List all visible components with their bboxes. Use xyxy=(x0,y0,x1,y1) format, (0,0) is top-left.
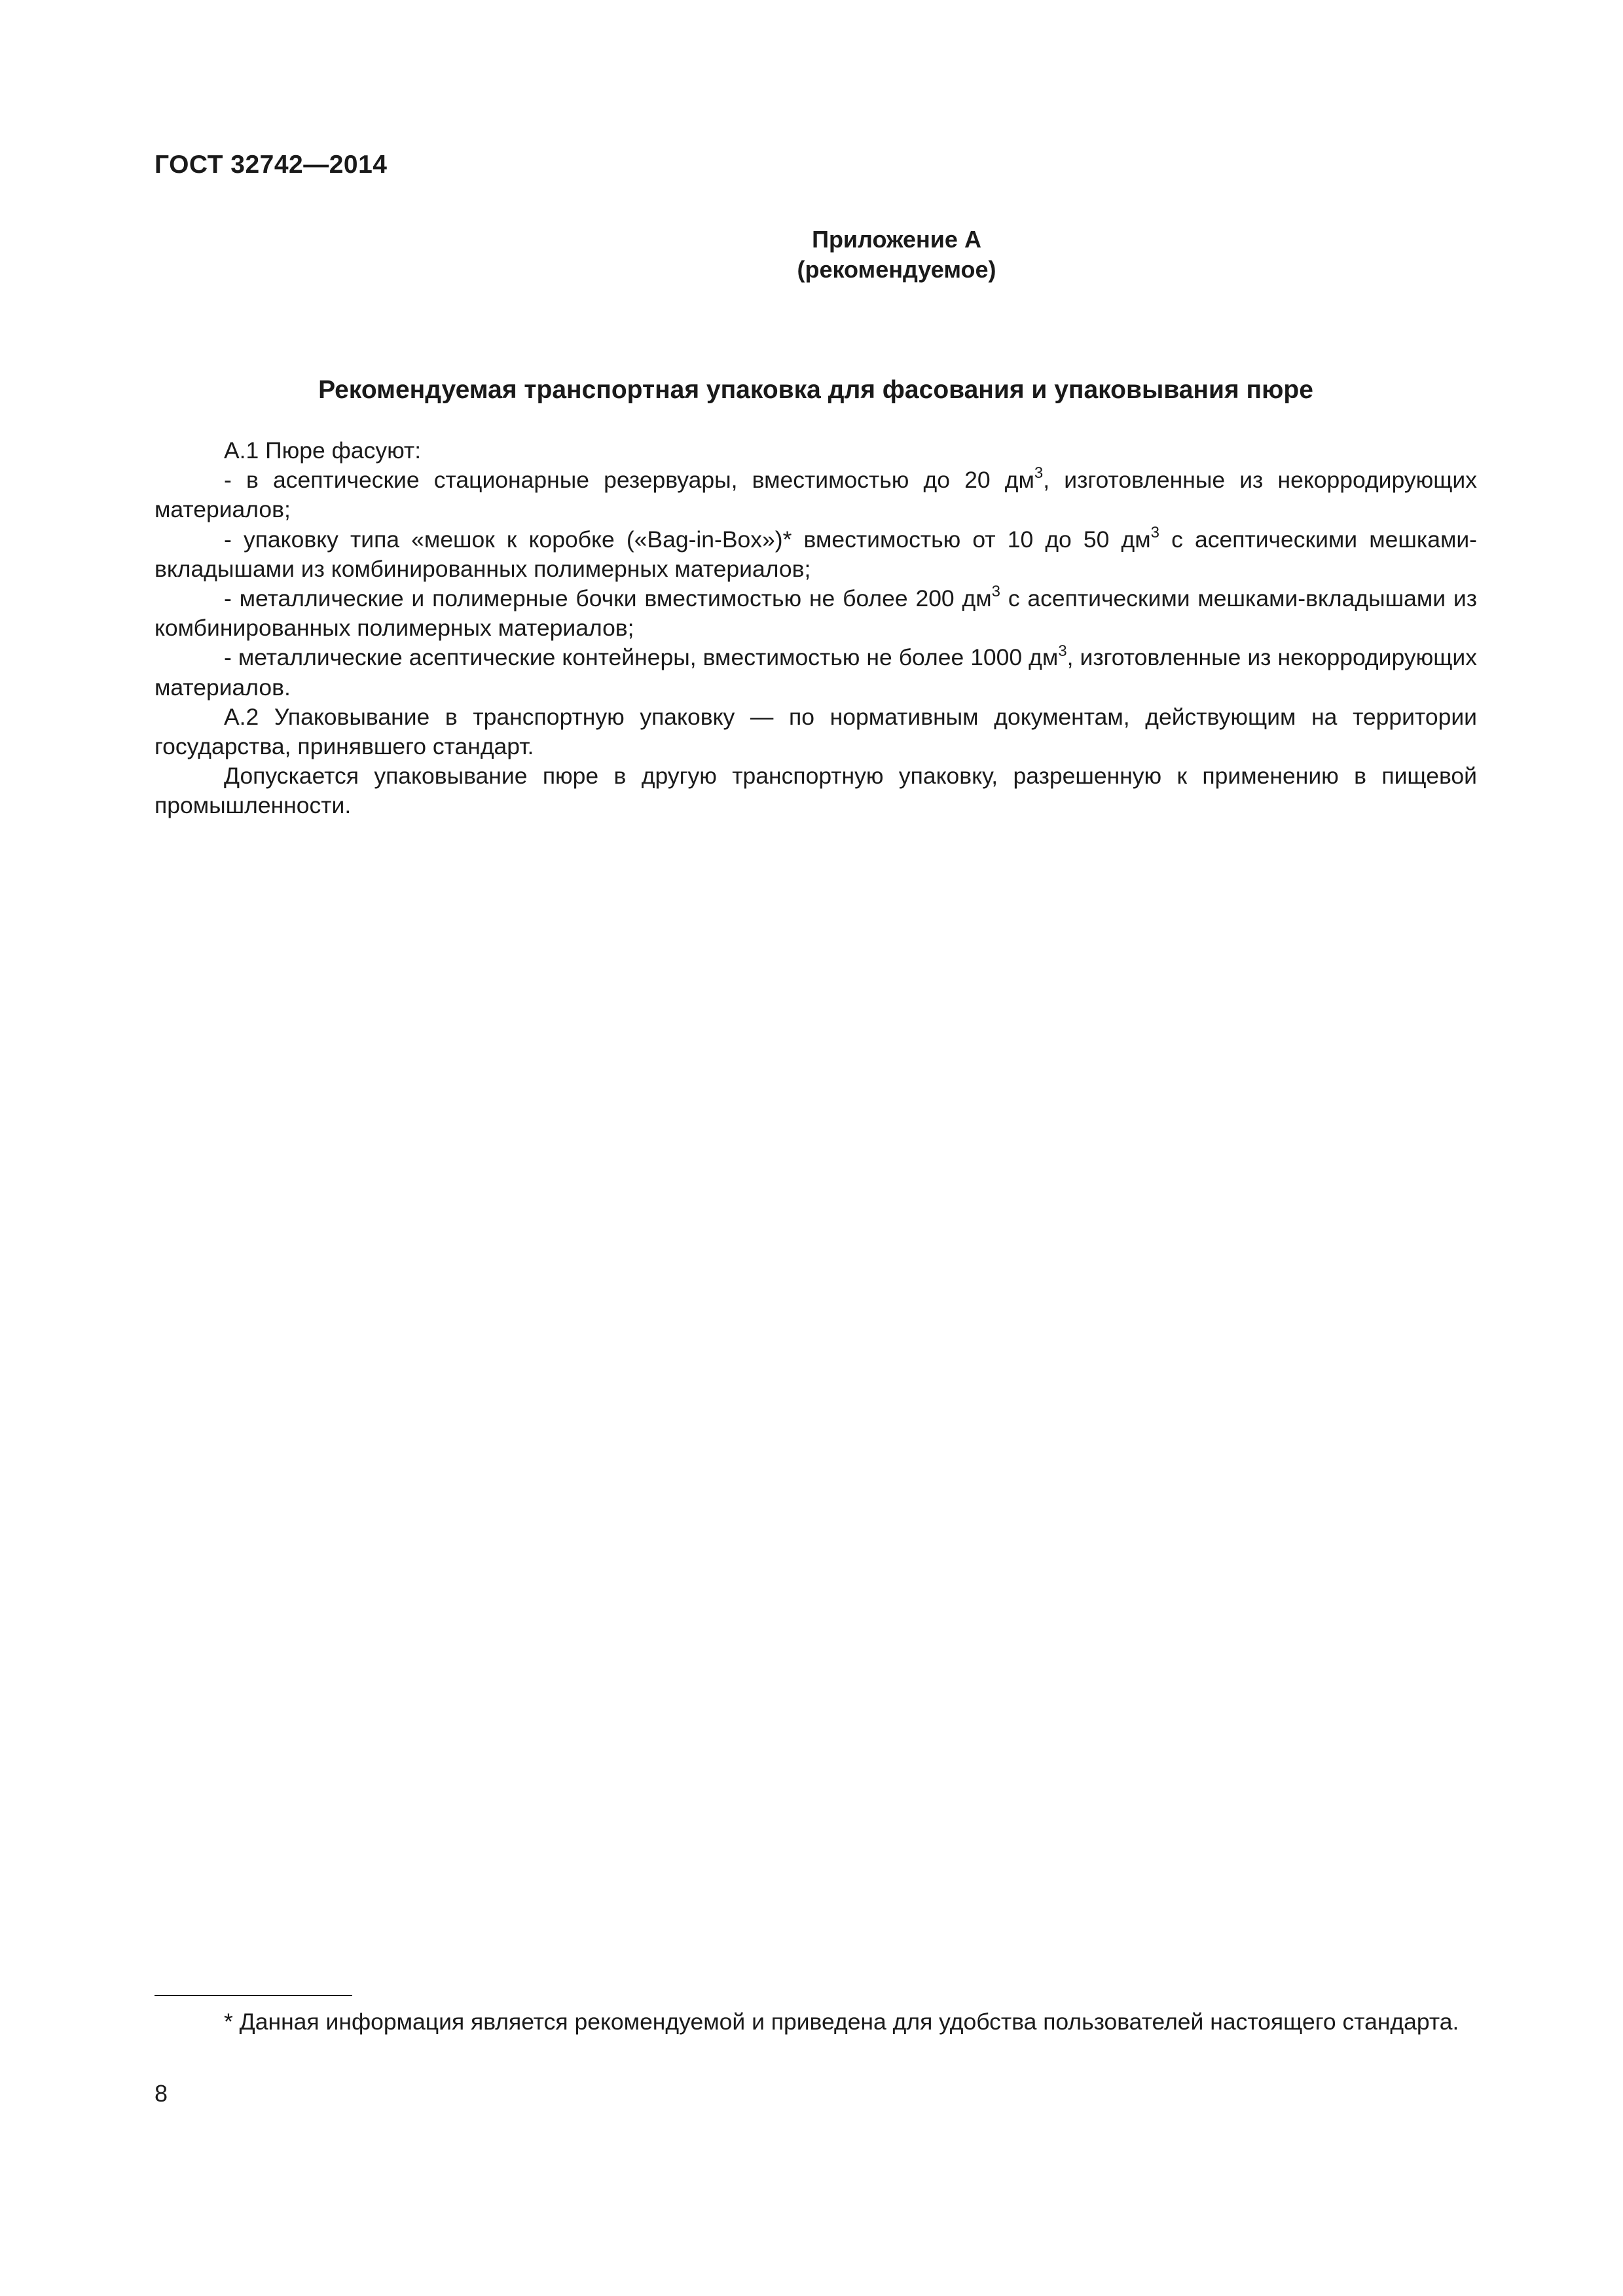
paragraph-a2-note: Допускается упаковывание пюре в другую транспортную упаковку, разрешенную к применению в пищевой промышленности. xyxy=(155,763,1477,819)
annex-title: Приложение А xyxy=(812,226,981,253)
list-item-text: - упаковку типа «мешок к коробке («Bag-in-Box»)* вместимостью от 10 до 50 дм xyxy=(224,526,1151,553)
footnote: * Данная информация является рекомендуемой и приведена для удобства пользователей настоящего стандарта. xyxy=(224,2009,1459,2035)
list-item-text: - в асептические стационарные резервуары, вместимостью до 20 дм xyxy=(224,467,1034,494)
list-item xyxy=(155,584,1477,643)
list-item-text: , изготовленные из некорродирующих материалов. xyxy=(155,644,1477,701)
document-body xyxy=(155,436,1477,821)
page-number: 8 xyxy=(155,2080,168,2107)
list-item-text: с асептическими мешками-вкладышами из комбинированных полимерных материалов; xyxy=(155,585,1477,642)
annex-status: (рекомендуемое) xyxy=(797,256,996,283)
list-item-text: - металлические и полимерные бочки вместимостью не более 200 дм xyxy=(224,585,992,612)
paragraph-a1-intro: А.1 Пюре фасуют: xyxy=(224,437,422,464)
section-title: Рекомендуемая транспортная упаковка для фасования и упаковывания пюре xyxy=(318,376,1313,404)
list-item xyxy=(155,465,1477,524)
list-item-text: с асептическими мешками-вкладышами из комбинированных полимерных материалов; xyxy=(155,526,1478,582)
list-item-text: , изготовленные из некорродирующих материалов; xyxy=(155,467,1477,523)
superscript: 3 xyxy=(1150,523,1160,541)
superscript: 3 xyxy=(1058,642,1067,660)
superscript: 3 xyxy=(991,583,1000,601)
paragraph-a2: А.2 Упаковывание в транспортную упаковку — по нормативным документам, действующим на территории государства, принявшего стандарт. xyxy=(155,703,1477,760)
list-item xyxy=(155,643,1477,702)
footnote-divider xyxy=(155,1995,352,1996)
superscript: 3 xyxy=(1034,464,1044,483)
list-item-text: - металлические асептические контейнеры, вместимостью не более 1000 дм xyxy=(224,644,1059,671)
document-code: ГОСТ 32742—2014 xyxy=(155,151,388,179)
list-item xyxy=(155,525,1477,584)
